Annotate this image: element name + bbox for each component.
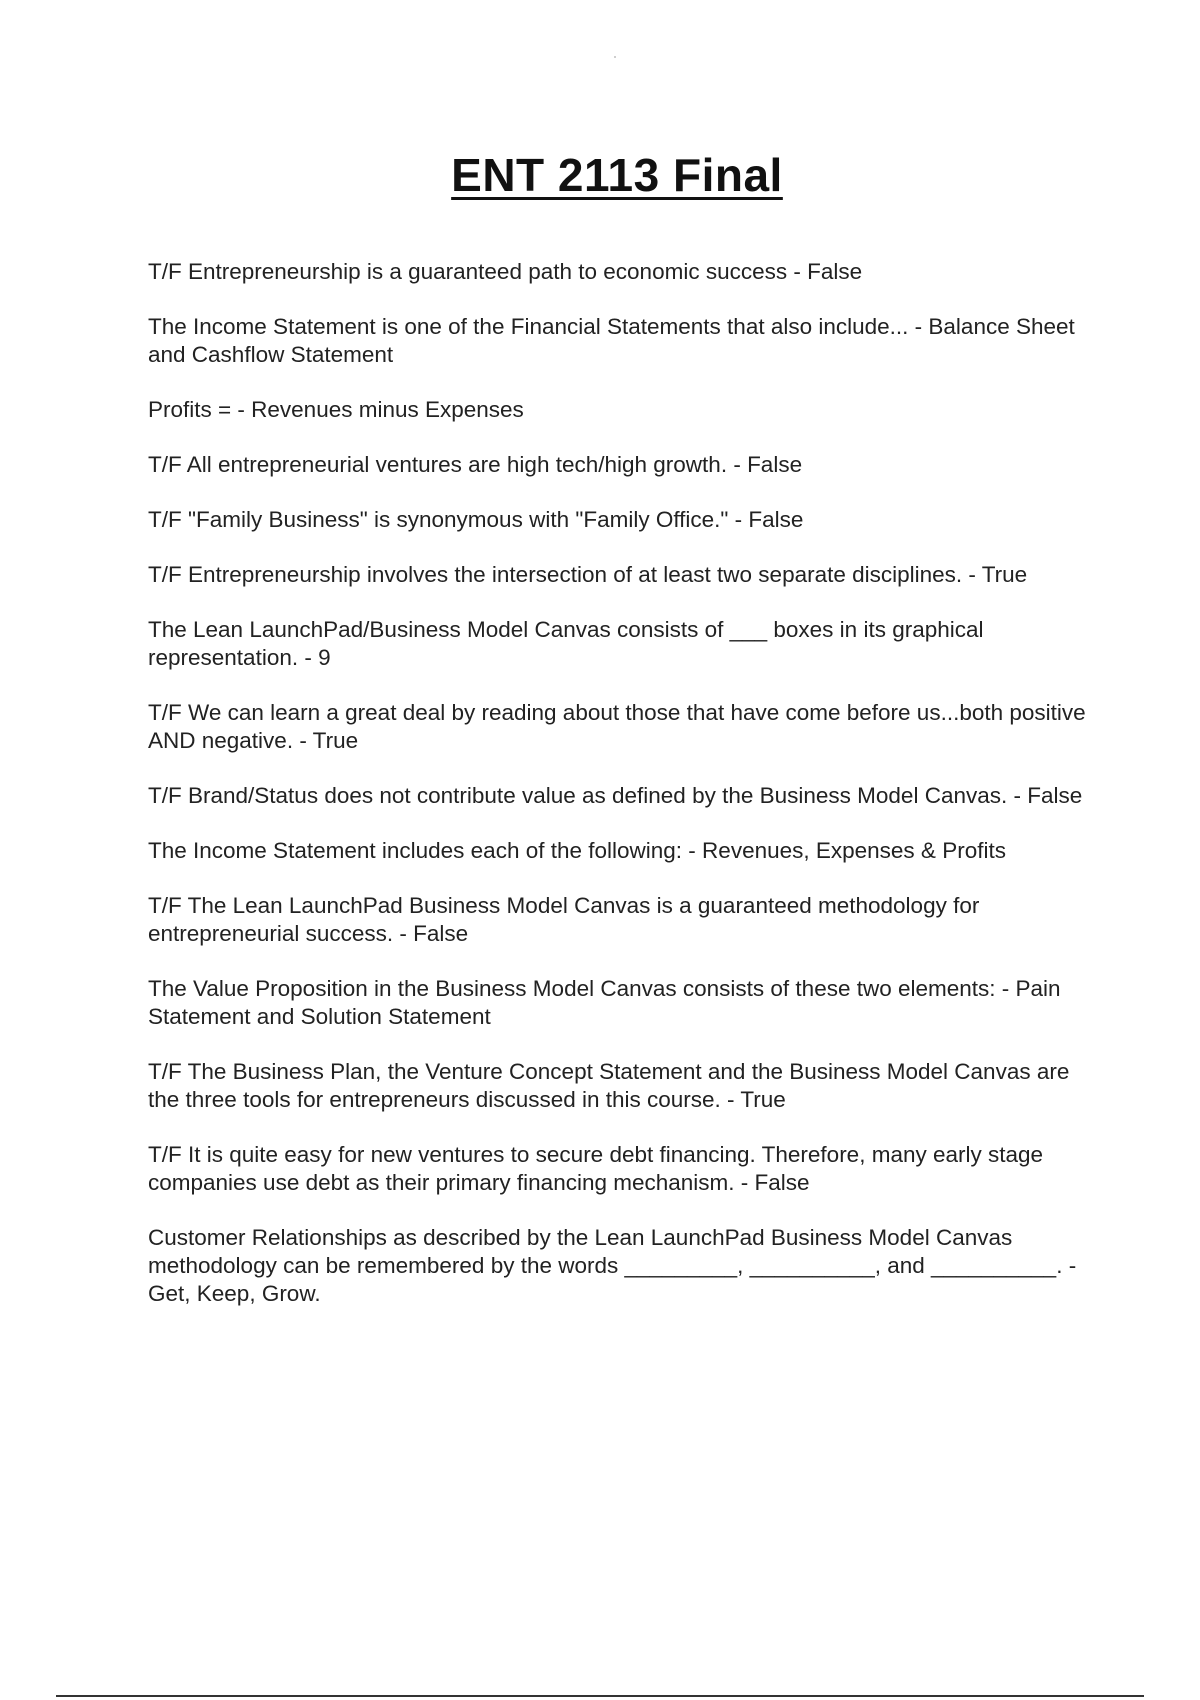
qa-item-2: The Income Statement is one of the Financial Statements that also include... - Balance Sheet and Cashflow Statement — [148, 314, 1075, 367]
qa-item-4: T/F All entrepreneurial ventures are high tech/high growth. - False — [148, 452, 803, 477]
page-title — [0, 148, 1200, 202]
scan-artifact — [614, 56, 616, 58]
qa-item-7: The Lean LaunchPad/Business Model Canvas consists of ___ boxes in its graphical representation. - 9 — [148, 617, 984, 670]
question-answer-list — [148, 258, 1098, 1335]
qa-item-12: The Value Proposition in the Business Model Canvas consists of these two elements: - Pain Statement and Solution Statement — [148, 976, 1061, 1029]
qa-item-8: T/F We can learn a great deal by reading about those that have come before us...both positive AND negative. - True — [148, 700, 1086, 753]
qa-item-11: T/F The Lean LaunchPad Business Model Canvas is a guaranteed methodology for entrepreneurial success. - False — [148, 893, 980, 946]
qa-item-15: Customer Relationships as described by the Lean LaunchPad Business Model Canvas methodology can be remembered by the words _________, __________, and __________. - Get, Keep, Grow. — [148, 1225, 1077, 1306]
qa-item-13: T/F The Business Plan, the Venture Concept Statement and the Business Model Canvas are the three tools for entrepreneurs discussed in this course. - True — [148, 1059, 1070, 1112]
bottom-divider — [56, 1695, 1144, 1697]
qa-item-3: Profits = - Revenues minus Expenses — [148, 397, 524, 422]
qa-item-6: T/F Entrepreneurship involves the intersection of at least two separate disciplines. - True — [148, 562, 1028, 587]
qa-item-1: T/F Entrepreneurship is a guaranteed path to economic success - False — [148, 259, 863, 284]
qa-item-9: T/F Brand/Status does not contribute value as defined by the Business Model Canvas. - False — [148, 783, 1083, 808]
page-title-text: ENT 2113 Final — [451, 149, 783, 201]
qa-item-5: T/F "Family Business" is synonymous with "Family Office." - False — [148, 507, 804, 532]
qa-item-10: The Income Statement includes each of the following: - Revenues, Expenses & Profits — [148, 838, 1006, 863]
qa-item-14: T/F It is quite easy for new ventures to secure debt financing. Therefore, many early stage companies use debt as their primary financing mechanism. - False — [148, 1142, 1044, 1195]
